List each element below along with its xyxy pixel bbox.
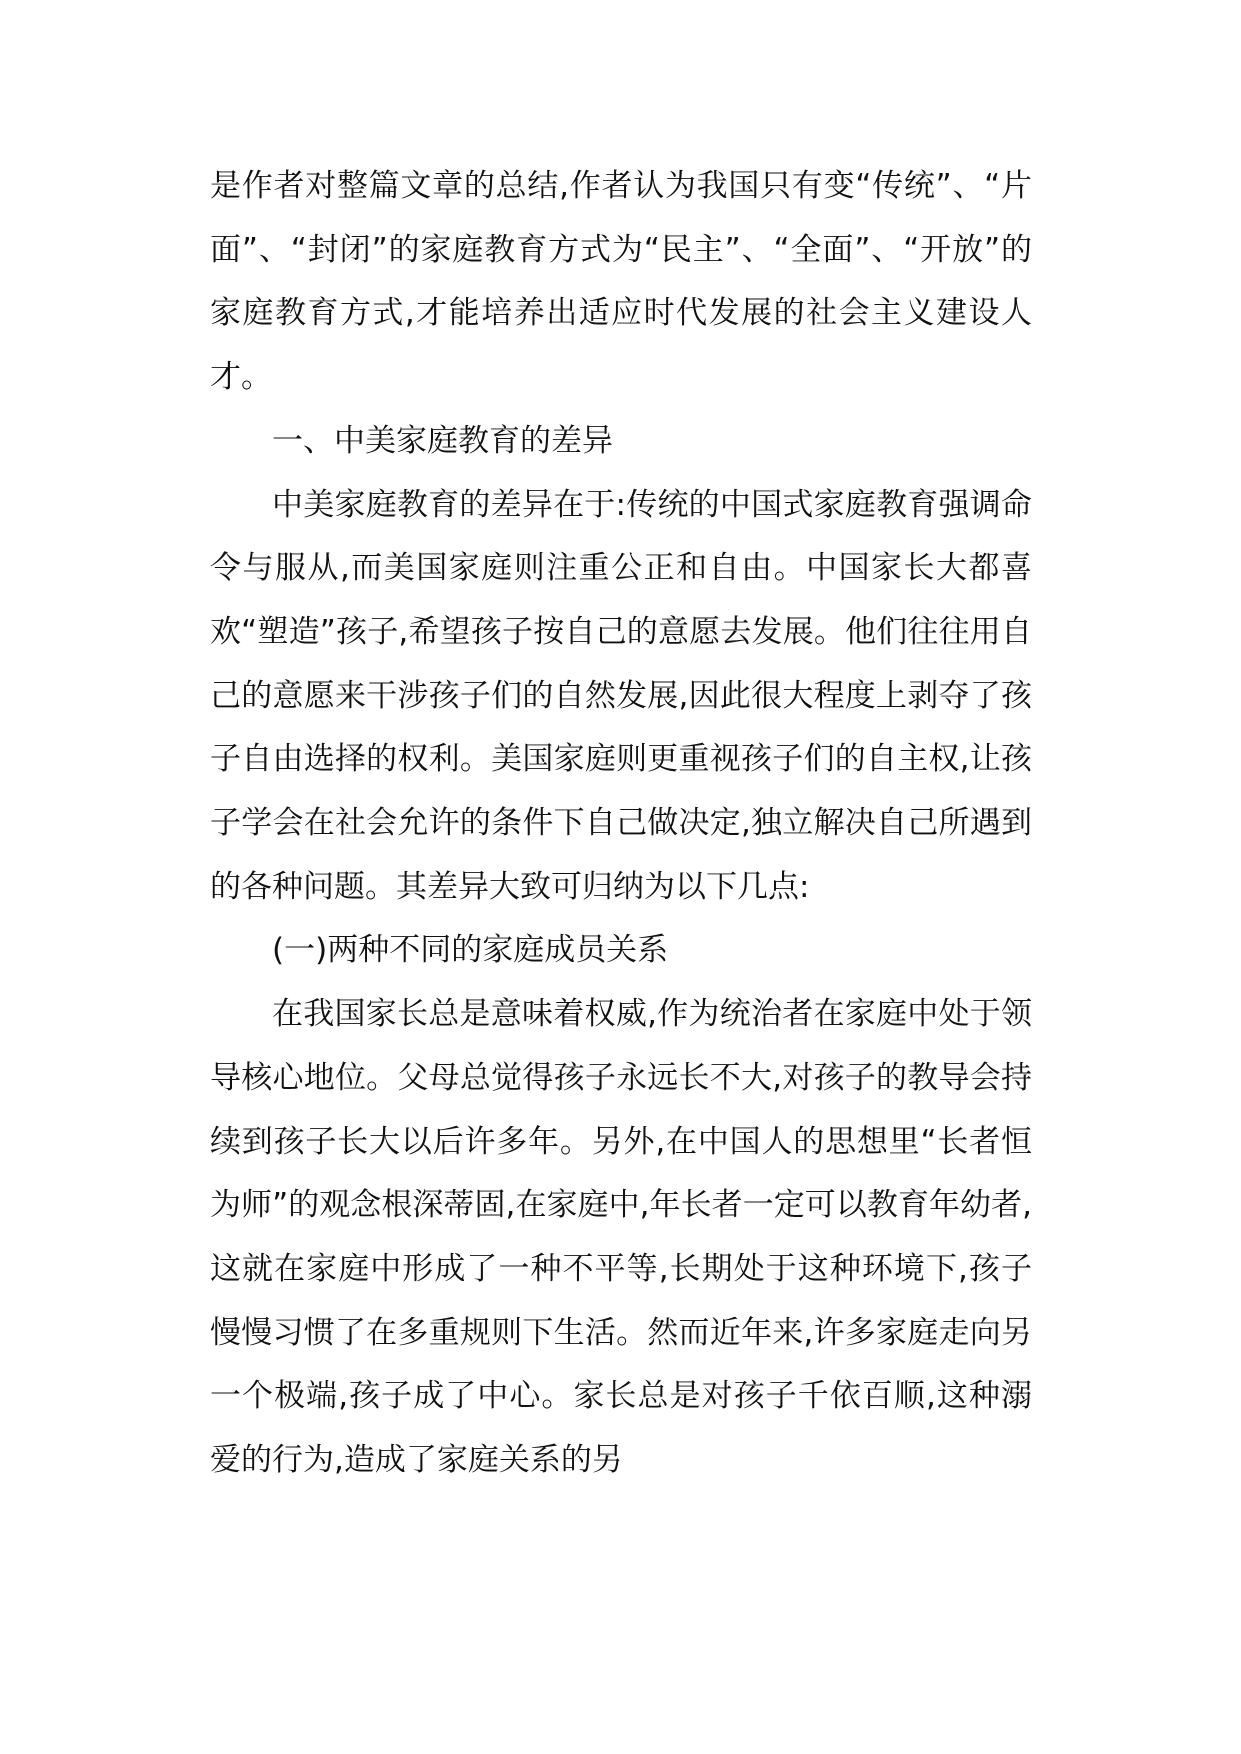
section-heading: 一、中美家庭教育的差异 xyxy=(272,422,613,459)
subsection-heading: (一)两种不同的家庭成员关系 xyxy=(272,932,669,969)
paragraph-summary: 是作者对整篇文章的总结,作者认为我国只有变“传统”、“片面”、“封闭”的家庭教育方式为“民主”、“全面”、“开放”的家庭教育方式,才能培养出适应时代发展的社会主义建设人才。 xyxy=(210,168,1032,396)
paragraph-differences: 中美家庭教育的差异在于:传统的中国式家庭教育强调命令与服从,而美国家庭则注重公正和自由。中国家长大都喜欢“塑造”孩子,希望孩子按自己的意愿去发展。他们往往用自己的意愿来干涉孩子们的自然发展,因此很大程度上剥夺了孩子自由选择的权利。美国家庭则更重视孩子们的自主权,让孩子学会在社会允许的条件下自己做决定,独立解决自己所遇到的各种问题。其差异大致可归纳为以下几点: xyxy=(210,486,1032,905)
document-body xyxy=(210,155,1032,1493)
paragraph-family-relations: 在我国家长总是意味着权威,作为统治者在家庭中处于领导核心地位。父母总觉得孩子永远长不大,对孩子的教导会持续到孩子长大以后许多年。另外,在中国人的思想里“长者恒为师”的观念根深蒂固,在家庭中,年长者一定可以教育年幼者,这就在家庭中形成了一种不平等,长期处于这种环境下,孩子慢慢习惯了在多重规则下生活。然而近年来,许多家庭走向另一个极端,孩子成了中心。家长总是对孩子千依百顺,这种溺爱的行为,造成了家庭关系的另 xyxy=(210,996,1032,1479)
